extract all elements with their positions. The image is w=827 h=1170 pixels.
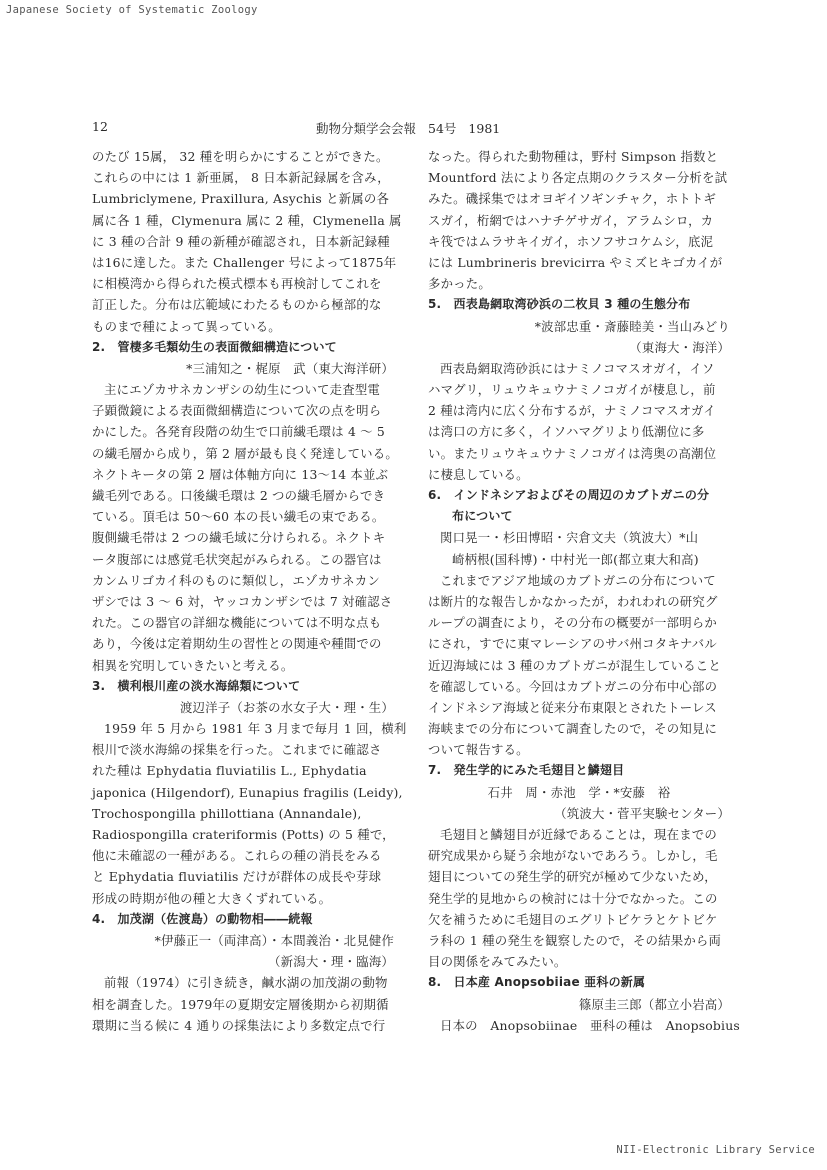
section-heading: 布について [452, 509, 513, 524]
text-line: 環期に当る候に 4 通りの採集法により多数定点で行 [92, 1017, 386, 1033]
text-line: を確認している。今回はカブトガニの分布中心部の [428, 678, 718, 694]
text-line: これらの中には 1 新亜属， 8 日本新記録属を含み， [92, 170, 390, 186]
text-line: 目の関係をみてみたい。 [428, 954, 567, 970]
section-heading: 8. 日本産 Anopsobiiae 亜科の新属 [428, 975, 646, 990]
author-line: *三浦知之・梶原 武（東大海洋研） [186, 360, 394, 376]
section-heading: 2. 管棲多毛類幼生の表面微細構造について [92, 339, 337, 354]
text-line: 子顕微鏡による表面微細構造について次の点を明ら [92, 403, 382, 419]
text-line: ータ腹部には感覚毛状突起がみられる。この器官は [92, 551, 382, 567]
text-line: キ筏ではムラサキイガイ，ホソフサコケムシ，底泥 [428, 233, 714, 249]
right-column [428, 146, 740, 1036]
text-line: なった。得られた動物種は，野村 Simpson 指数と [428, 149, 719, 164]
text-line: 腹側繊毛帯は 2 つの繊毛域に分けられる。ネクトキ [92, 530, 386, 546]
text-line: ものまで種によって異っている。 [92, 318, 281, 334]
author-line: （新潟大・理・臨海） [268, 954, 394, 970]
author-line: （東海大・海洋） [629, 339, 730, 355]
text-line: 相異を究明していきたいと考える。 [92, 657, 294, 673]
text-line: 2 種は湾内に広く分布するが，ナミノコマスオガイ [428, 403, 716, 419]
journal-issue: 54号 [428, 121, 457, 136]
author-line: 篠原圭三郎（都立小岩高） [578, 996, 730, 1012]
journal-year: 1981 [468, 121, 501, 136]
text-line: に 3 種の合計 9 種の新種が確認され，日本新記録種 [92, 233, 390, 249]
text-line: みた。磯採集ではオヨギイソギンチャク，ホトトギ [428, 191, 717, 207]
text-line: 繊毛列である。口後繊毛環は 2 つの繊毛層からでき [92, 488, 386, 503]
text-line: 属に各 1 種，Clymenura 属に 2 種，Clymenella 属 [92, 212, 402, 228]
text-line: にされ，すでに東マレーシアのサバ州コタキナバル [428, 636, 717, 652]
text-line: 相を調査した。1979年の夏期安定層後期から初期循 [92, 996, 389, 1012]
text-line: 主にエゾカサネカンザシの幼生について走査型電 [104, 382, 381, 398]
text-line: 根川で淡水海綿の採集を行った。これまでに確認さ [92, 742, 382, 758]
text-line: は湾口の方に多く，イソハマグリより低潮位に多 [428, 424, 705, 440]
text-line: ラ科の 1 種の発生を観察したので，その結果から両 [428, 932, 722, 948]
text-line: 多かった。 [428, 276, 491, 292]
text-line: Mountford 法により各定点期のクラスター分析を試 [428, 170, 728, 186]
journal-title: 動物分類学会会報 [316, 121, 417, 136]
author-line: 石井 周・赤池 学・*安藤 裕 [487, 784, 671, 800]
text-line: と Ephydatia fluviatilis だけが群体の成長や芽球 [92, 869, 382, 885]
text-line: あり，今後は定着期幼生の習性との関連や種間での [92, 636, 382, 652]
text-line: 海峡までの分布について調査したので，その知見に [428, 721, 718, 737]
text-line: れた種は Ephydatia fluviatilis L., Ephydatia [92, 763, 367, 779]
text-line: ている。頂毛は 50～60 本の長い繊毛の束である。 [92, 509, 385, 525]
text-line: 翅目についての発生学的研究が極めて少ないため， [428, 869, 717, 885]
text-line: 訂正した。分布は広範域にわたるものから極部的な [92, 297, 382, 313]
text-line: れた。この器官の詳細な機能については不明な点も [92, 615, 382, 631]
section-heading: 4. 加茂湖（佐渡島）の動物相――続報 [92, 911, 313, 926]
text-line: 毛翅目と鱗翅目が近縁であることは，現在までの [440, 827, 717, 842]
page-header [92, 119, 734, 141]
author-line: 関口晃一・杉田博昭・宍倉文夫（筑波大）*山 [440, 530, 699, 546]
text-line: 研究成果から疑う余地がないであろう。しかし，毛 [428, 848, 718, 864]
text-line: ハマグリ，リュウキュウナミノコガイが棲息し，前 [428, 382, 716, 398]
text-line: カンムリゴカイ科のものに類似し，エゾカサネカン [92, 572, 380, 588]
section-heading: 6. インドネシアおよびその周辺のカブトガニの分 [428, 488, 710, 502]
section-heading: 7. 発生学的にみた毛翅目と鱗翅目 [428, 763, 625, 778]
text-line: ループの調査により，その分布の概要が一部明らか [428, 615, 717, 631]
text-line: Lumbriclymene, Praxillura, Asychis と新属の各 [92, 191, 390, 207]
text-line: Radiospongilla crateriformis (Potts) の 5 種で， [92, 827, 395, 842]
text-line: 日本の Anopsobiinae 亜科の種は Anopsobius [440, 1017, 740, 1033]
text-line: 近辺海域には 3 種のカブトガニが混生していること [428, 657, 721, 673]
text-line: に相模湾から得られた模式標本も再検討してこれを [92, 276, 382, 292]
journal-running-head [316, 119, 512, 137]
text-line: ついて報告する。 [428, 742, 529, 758]
text-line: い。またリュウキュウナミノコガイは湾奥の高潮位 [428, 445, 717, 461]
author-line: （筑波大・菅平実験センター） [554, 805, 730, 821]
author-line: *伊藤正一（両津高）・本間義治・北見健作 [154, 932, 394, 948]
author-line: 渡辺洋子（お茶の水女子大・理・生） [179, 699, 394, 715]
text-line: Trochospongilla phillottiana (Annandale), [92, 805, 362, 821]
watermark-bottom: NII-Electronic Library Service [616, 1144, 815, 1156]
text-line: japonica (Hilgendorf), Eunapius fragilis (Leidy), [92, 784, 403, 800]
left-column [92, 146, 407, 1036]
text-line: ネクトキータの第 2 層は体軸方向に 13～14 本並ぶ [92, 466, 389, 482]
text-line: これまでアジア地域のカブトガニの分布について [440, 572, 716, 588]
text-line: スガイ，桁網ではハナチゲサガイ，アラムシロ，カ [428, 212, 714, 228]
text-line: 1959 年 5 月から 1981 年 3 月まで毎月 1 回，横利 [104, 721, 407, 737]
text-line: 欠を補うために毛翅目のエグリトビケラとケトビケ [428, 911, 718, 927]
text-line: の繊毛層から成り，第 2 層が最も良く発達している。 [92, 445, 398, 461]
text-line: 西表島網取湾砂浜にはナミノコマスオガイ，イソ [440, 360, 715, 376]
section-heading: 3. 横利根川産の淡水海綿類について [92, 678, 301, 693]
text-line: に棲息している。 [428, 466, 529, 482]
text-line: は断片的な報告しかなかったが，われわれの研究グ [428, 593, 718, 609]
page-number: 12 [92, 119, 108, 134]
text-line: は16に達した。また Challenger 号によって1875年 [92, 254, 397, 270]
author-line: *波部忠重・斎藤睦美・当山みどり [534, 318, 730, 334]
author-line: 崎柄根(国科博)・中村光一郎(都立東大和高) [452, 551, 699, 567]
text-line: 前報（1974）に引き続き，鹹水湖の加茂湖の動物 [104, 975, 388, 991]
section-heading: 5. 西表島網取湾砂浜の二枚貝 3 種の生態分布 [428, 297, 691, 312]
text-line: かにした。各発育段階の幼生で口前繊毛環は 4 ～ 5 [92, 424, 385, 440]
text-line: 形成の時期が他の種と大きくずれている。 [92, 890, 332, 906]
watermark-top: Japanese Society of Systematic Zoology [6, 4, 258, 16]
text-line: 他に未確認の一種がある。これらの種の消長をみる [92, 848, 382, 864]
text-line: には Lumbrineris brevicirra やミズヒキゴカイが [428, 254, 723, 270]
text-line: ザシでは 3 ～ 6 対，ヤッコカンザシでは 7 対確認さ [92, 593, 393, 609]
text-line: のたび 15属， 32 種を明らかにすることができた。 [92, 149, 389, 164]
text-line: インドネシア海域と従来分布東限とされたトーレス [428, 699, 717, 715]
text-line: 発生学的見地からの検討には十分でなかった。この [428, 890, 718, 906]
